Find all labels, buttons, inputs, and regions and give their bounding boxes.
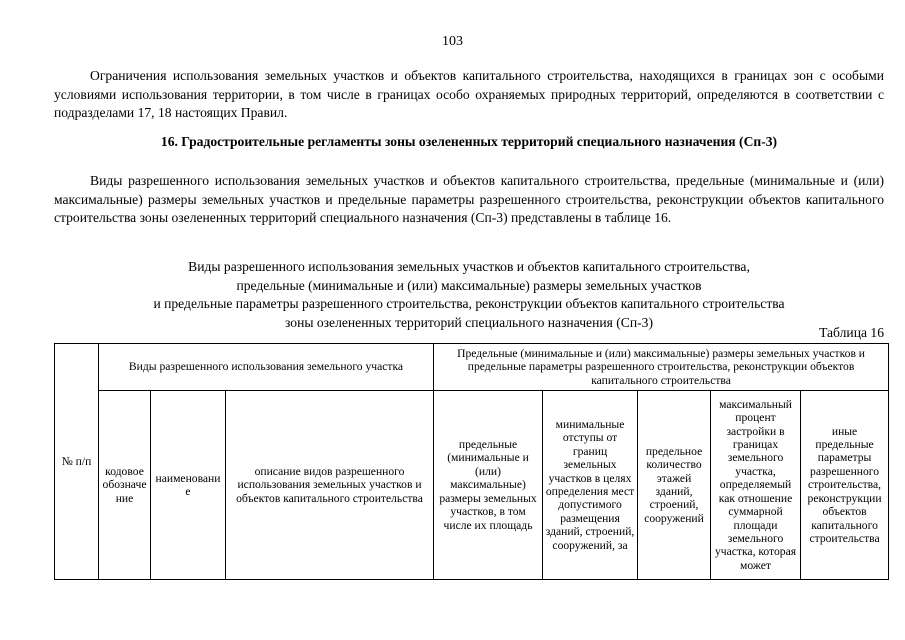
header-use-types: Виды разрешенного использования земельного участка xyxy=(99,344,434,391)
subheader-plot-size: предельные (минимальные и (или) максимальные) размеры земельных участков, в том числе их площадь xyxy=(434,391,543,580)
regulations-table xyxy=(54,343,889,580)
subheader-floors: предельное количество этажей зданий, строений, сооружений xyxy=(638,391,711,580)
subheader-other: иные предельные параметры разрешенного строительства, реконструкции объектов капитального строительства xyxy=(801,391,889,580)
header-number: № п/п xyxy=(55,344,99,580)
table-caption xyxy=(54,258,884,332)
subheader-description: описание видов разрешенного использования земельных участков и объектов капитального строительства xyxy=(226,391,434,580)
subheader-setbacks: минимальные отступы от границ земельных участков в целях определения мест допустимого размещения зданий, строений, сооружений, за xyxy=(543,391,638,580)
table-caption-line: зоны озелененных территорий специального назначения (Сп-3) xyxy=(284,314,653,330)
table-caption-line: Виды разрешенного использования земельных участков и объектов капитального строительства, xyxy=(188,259,750,274)
subheader-name: наименование xyxy=(151,391,226,580)
table-caption-line: предельные (минимальные и (или) максимальные) размеры земельных участков xyxy=(236,277,702,293)
table-subheader-row xyxy=(55,391,889,580)
section-heading: 16. Градостроительные регламенты зоны озелененных территорий специального назначения (Сп-3) xyxy=(160,134,778,149)
table-label: Таблица 16 xyxy=(819,325,884,340)
header-limits: Предельные (минимальные и (или) максимальные) размеры земельных участков и предельные параметры разрешенного строительства, реконструкции объектов капитального строительства xyxy=(434,344,889,391)
description-paragraph: Виды разрешенного использования земельных участков и объектов капитального строительства, предельные (минимальные и (или) максимальные) размеры земельных участков и предельные параметры разрешенного строительства, реконструкции объектов капитального строительства зоны озелененных территорий специального назначения (Сп-3) представлены в таблице 16. xyxy=(54,173,884,225)
table-header-row xyxy=(55,344,889,391)
intro-paragraph: Ограничения использования земельных участков и объектов капитального строительства, находящихся в границах зон с особыми условиями использования территории, в том числе в границах особо охраняемых природных территорий, определяются в соответствии с подразделами 17, 18 настоящих Правил. xyxy=(54,68,884,120)
subheader-coverage: максимальный процент застройки в границах земельного участка, определяемый как отношение суммарной площади земельного участка, которая может xyxy=(711,391,801,580)
subheader-code: кодовое обозначение xyxy=(99,391,151,580)
page-number: 103 xyxy=(442,34,463,49)
table-caption-line: и предельные параметры разрешенного строительства, реконструкции объектов капитального строительства xyxy=(153,296,785,311)
